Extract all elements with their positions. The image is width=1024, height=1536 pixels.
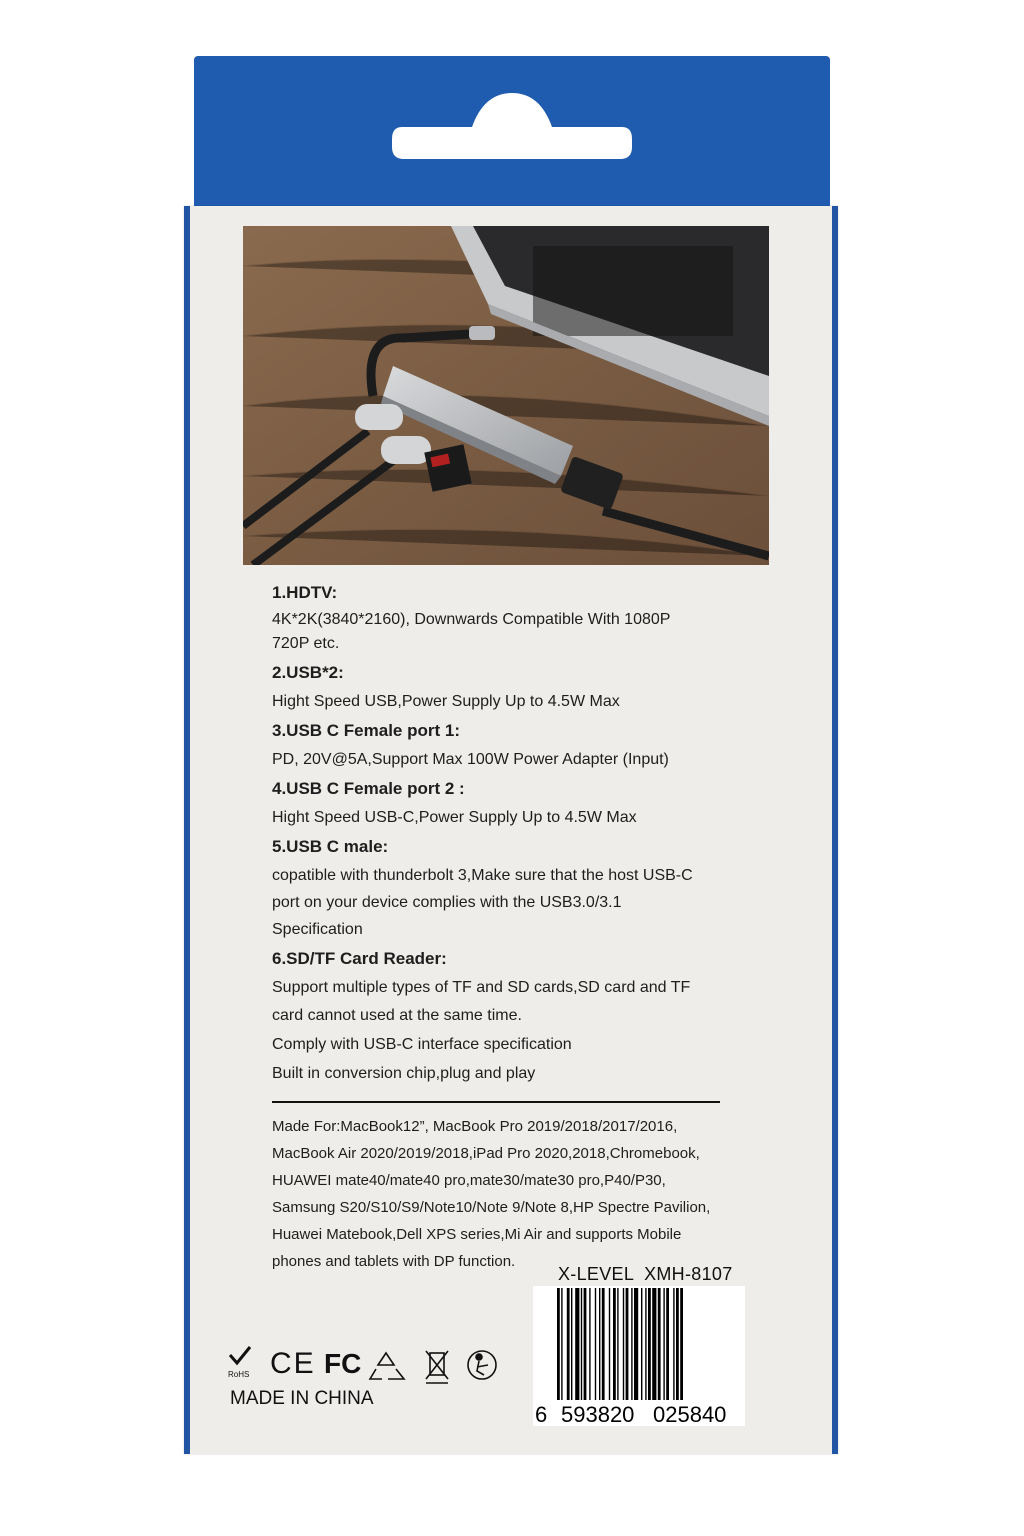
- spec-line: Support multiple types of TF and SD cards,SD card and TF: [272, 979, 691, 996]
- fcc-mark-icon: FC: [324, 1348, 362, 1379]
- spec-usb: [272, 660, 742, 714]
- spec-heading: 2.USB*2:: [272, 663, 344, 682]
- barcode-first-digit: 6: [535, 1402, 548, 1426]
- spec-heading: 6.SD/TF Card Reader:: [272, 949, 447, 968]
- divider: [272, 1101, 720, 1103]
- spec-usbc-female-1: [272, 718, 742, 772]
- model-number: X-LEVEL XMH-8107: [558, 1264, 733, 1284]
- origin-label: MADE IN CHINA: [230, 1388, 374, 1409]
- spec-usbc-male: [272, 834, 742, 942]
- weee-bin-icon: [426, 1351, 448, 1383]
- rohs-label: RoHS: [228, 1370, 250, 1379]
- spec-line: 4K*2K(3840*2160), Downwards Compatible With 1080P: [272, 611, 671, 628]
- compat-line: Samsung S20/S10/S9/Note10/Note 9/Note 8,HP Spectre Pavilion,: [272, 1199, 711, 1216]
- spec-line: card cannot used at the same time.: [272, 1007, 522, 1024]
- spec-hdtv: [272, 580, 742, 656]
- recycle-icon: [370, 1353, 404, 1379]
- ce-mark-icon: CE: [270, 1347, 316, 1380]
- compat-line: MacBook Air 2020/2019/2018,iPad Pro 2020,2018,Chromebook,: [272, 1145, 700, 1162]
- spec-line: copatible with thunderbolt 3,Make sure that the host USB-C: [272, 867, 693, 884]
- spec-heading: 3.USB C Female port 1:: [272, 721, 460, 740]
- spec-line: 720P etc.: [272, 635, 340, 652]
- hang-hole: [392, 93, 632, 159]
- rohs-check-icon: [228, 1347, 250, 1379]
- disposal-icon: [468, 1351, 496, 1379]
- compat-line: HUAWEI mate40/mate40 pro,mate30/mate30 pro,P40/P30,: [272, 1172, 666, 1189]
- spec-line: Built in conversion chip,plug and play: [272, 1065, 536, 1082]
- spec-usbc-female-2: [272, 776, 742, 830]
- certification-marks: [228, 1345, 508, 1385]
- card-edge-left: [184, 206, 190, 1454]
- product-photo: [243, 226, 769, 565]
- spec-line: Hight Speed USB,Power Supply Up to 4.5W Max: [272, 693, 620, 710]
- barcode: [533, 1286, 745, 1426]
- spec-line: Comply with USB-C interface specification: [272, 1036, 572, 1053]
- compat-line: Huawei Matebook,Dell XPS series,Mi Air and supports Mobile: [272, 1226, 682, 1243]
- card-edge-right: [832, 206, 838, 1454]
- spec-heading: 1.HDTV:: [272, 583, 338, 602]
- spec-line: port on your device complies with the USB3.0/3.1: [272, 894, 622, 911]
- spec-heading: 4.USB C Female port 2 :: [272, 779, 465, 798]
- spec-heading: 5.USB C male:: [272, 837, 389, 856]
- compat-line: Made For:MacBook12”, MacBook Pro 2019/2018/2017/2016,: [272, 1118, 678, 1135]
- compatibility-list: [272, 1113, 752, 1275]
- compat-line: phones and tablets with DP function.: [272, 1253, 516, 1270]
- spec-line: PD, 20V@5A,Support Max 100W Power Adapter (Input): [272, 751, 669, 768]
- spec-list: [272, 578, 742, 1090]
- spec-line: Hight Speed USB-C,Power Supply Up to 4.5W Max: [272, 809, 637, 826]
- barcode-right-group: 025840: [653, 1402, 727, 1426]
- barcode-left-group: 593820: [561, 1402, 635, 1426]
- spec-line: Specification: [272, 921, 363, 938]
- spec-card-reader: [272, 946, 742, 1086]
